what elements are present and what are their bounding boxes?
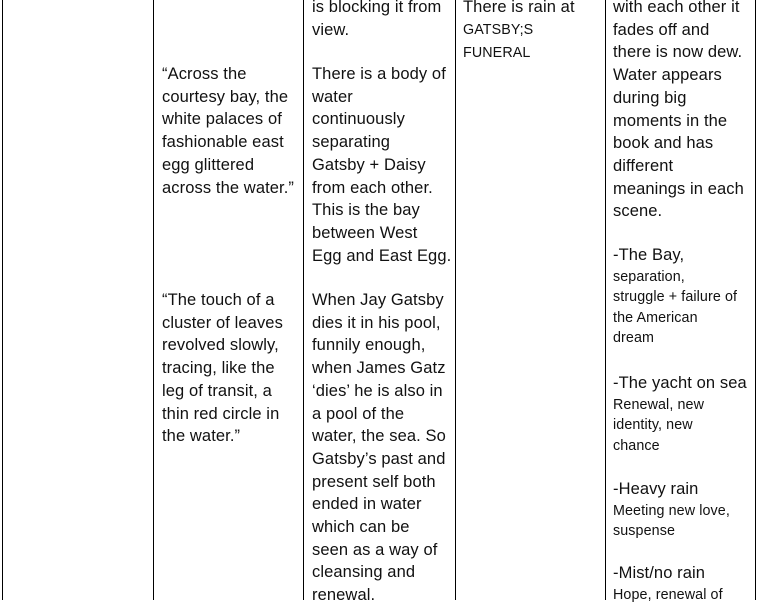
- analysis-bay-separation: [312, 63, 451, 267]
- text-line: When Jay Gatsby: [312, 291, 444, 309]
- quote-cluster-of-leaves: [162, 289, 283, 448]
- text-line: funnily enough,: [312, 336, 426, 355]
- summary-heavy-rain-detail: [613, 501, 730, 542]
- text-line: present self both: [312, 472, 436, 491]
- text-line: continuously: [312, 110, 405, 129]
- text-line: there is now dew.: [613, 43, 743, 62]
- text-line: dies it in his pool,: [312, 313, 441, 332]
- text-line: white palaces of: [162, 110, 282, 129]
- text-line: the American: [613, 309, 698, 326]
- text-line: separating: [312, 133, 391, 152]
- text-line: meanings in each: [613, 179, 744, 198]
- text-line: Hope, renewal of: [613, 586, 723, 603]
- summary-item-yacht: [613, 372, 747, 456]
- column-divider-1: [153, 0, 154, 600]
- text-line: book and has: [613, 134, 714, 153]
- summary-water-moments: [613, 0, 744, 223]
- text-line: water: [312, 87, 353, 106]
- column-divider-2: [303, 0, 304, 600]
- analysis-pool-death: [312, 289, 446, 607]
- text-line: different: [613, 156, 674, 175]
- rain-line-2: GATSBY;S: [463, 21, 534, 38]
- text-line: dream: [613, 329, 655, 346]
- column-divider-4: [605, 0, 606, 600]
- text-line: is blocking it from: [312, 0, 442, 16]
- text-line: thin red circle in: [162, 404, 280, 423]
- text-line: This is the bay: [312, 201, 420, 220]
- text-line: “Across the: [162, 65, 247, 83]
- summary-bay-detail: [613, 267, 737, 349]
- summary-yacht-detail: [613, 395, 747, 456]
- text-line: view.: [312, 20, 350, 39]
- summary-item-bay: [613, 244, 737, 348]
- text-line: courtesy bay, the: [162, 87, 289, 106]
- quote-courtesy-bay: [162, 63, 294, 199]
- analysis-top-continuation: [312, 0, 441, 41]
- text-line: renewal.: [312, 586, 376, 605]
- text-line: chance: [613, 437, 660, 454]
- text-line: across the water.”: [162, 178, 295, 197]
- text-line: Water appears: [613, 66, 722, 85]
- text-line: There is a body of: [312, 65, 446, 83]
- note-rain-at-funeral: [463, 0, 575, 64]
- text-line: when James Gatz: [312, 359, 446, 378]
- text-line: Egg and East Egg.: [312, 246, 452, 265]
- text-line: Meeting new love,: [613, 502, 730, 519]
- text-line: struggle + failure of: [613, 289, 738, 306]
- summary-mist-heading: -Mist/no rain: [613, 564, 706, 582]
- text-line: between West: [312, 223, 418, 242]
- text-line: Renewal, new: [613, 396, 705, 413]
- text-line: scene.: [613, 202, 663, 221]
- text-line: fashionable east: [162, 133, 284, 152]
- text-line: ended in water: [312, 495, 422, 514]
- text-line: which can be: [312, 518, 410, 537]
- text-line: egg glittered: [162, 155, 255, 174]
- summary-bay-heading: -The Bay,: [613, 246, 685, 264]
- text-line: leg of transit, a: [162, 381, 272, 400]
- text-line: seen as a way of: [312, 540, 438, 559]
- text-line: cleansing and: [312, 563, 416, 582]
- text-line: from each other.: [312, 178, 433, 197]
- text-line: revolved slowly,: [162, 336, 279, 355]
- text-line: with each other it: [613, 0, 740, 16]
- text-line: tracing, like the: [162, 359, 275, 378]
- text-line: the water.”: [162, 427, 241, 446]
- text-line: fades off and: [613, 20, 710, 39]
- summary-item-mist: [613, 562, 723, 605]
- column-divider-5: [755, 0, 756, 600]
- summary-heavy-rain-heading: -Heavy rain: [613, 480, 699, 498]
- summary-yacht-heading: -The yacht on sea: [613, 374, 747, 392]
- text-line: water, the sea. So: [312, 427, 446, 446]
- text-line: suspense: [613, 523, 676, 540]
- table-border-left: [2, 0, 3, 600]
- text-line: “The touch of a: [162, 291, 275, 309]
- summary-mist-detail: [613, 585, 723, 605]
- text-line: Gatsby’s past and: [312, 449, 446, 468]
- text-line: ‘dies’ he is also in: [312, 381, 443, 400]
- text-line: cluster of leaves: [162, 313, 283, 332]
- text-line: moments in the: [613, 111, 728, 130]
- rain-line-3: FUNERAL: [463, 44, 531, 61]
- text-line: separation,: [613, 268, 685, 285]
- text-line: a pool of the: [312, 404, 405, 423]
- summary-item-heavy-rain: [613, 478, 730, 542]
- text-line: identity, new: [613, 417, 693, 434]
- text-line: during big: [613, 88, 687, 107]
- text-line: Gatsby + Daisy: [312, 155, 426, 174]
- column-divider-3: [455, 0, 456, 600]
- rain-line-1: There is rain at: [463, 0, 575, 16]
